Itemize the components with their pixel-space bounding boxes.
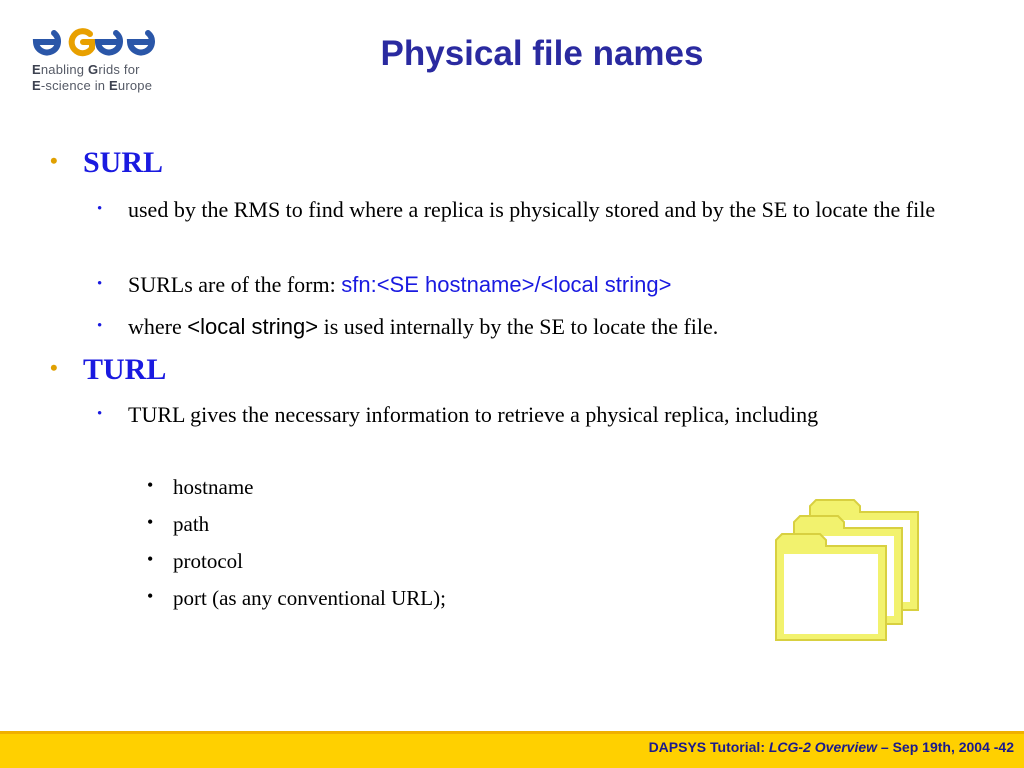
turl-sub-hostname: hostname [173, 475, 254, 499]
local-string-code: <local string> [187, 314, 319, 339]
slide-footer [0, 731, 1024, 768]
logo-tagline-line2: E-science in Europe [32, 78, 153, 93]
bullet-dot: • [97, 318, 103, 334]
bullet-turl-label: TURL [83, 353, 167, 386]
footer-prefix: DAPSYS Tutorial: [648, 739, 769, 755]
footer-divider [0, 731, 1024, 734]
surl-form-code: sfn:<SE hostname>/<local string> [341, 272, 672, 297]
surl-item-2-line [128, 268, 988, 301]
bullet-dot: • [147, 512, 154, 532]
surl-item-3-line [128, 310, 988, 343]
surl-item-3-post: is used internally by the SE to locate the file. [318, 314, 719, 339]
bullet-dot: • [147, 475, 154, 495]
turl-item-1-text: TURL gives the necessary information to retrieve a physical replica, including [128, 402, 819, 427]
bullet-dot: • [50, 148, 58, 173]
bullet-dot: • [147, 586, 154, 606]
bullet-dot: • [50, 355, 58, 380]
turl-sub-path: path [173, 512, 210, 536]
logo-tagline-line1: Enabling Grids for [32, 62, 140, 77]
footer-italic: LCG-2 Overview [768, 739, 878, 755]
surl-item-2-text: SURLs are of the form: [128, 272, 342, 297]
turl-sub-protocol: protocol [173, 549, 243, 573]
bullet-dot: • [97, 406, 103, 422]
turl-sub-port: port (as any conventional URL); [173, 586, 446, 610]
surl-item-3-pre: where [128, 314, 188, 339]
footer-suffix: – Sep 19th, 2004 -42 [877, 739, 1014, 755]
bullet-dot: • [147, 549, 154, 569]
bullet-dot: • [97, 201, 103, 217]
folders-icon [770, 498, 930, 648]
bullet-surl-label: SURL [83, 146, 164, 179]
footer-text [649, 739, 1014, 755]
bullet-dot: • [97, 276, 103, 292]
surl-item-1-text: used by the RMS to find where a replica is physically stored and by the SE to locate the file [128, 197, 936, 222]
slide-title: Physical file names [380, 34, 704, 73]
